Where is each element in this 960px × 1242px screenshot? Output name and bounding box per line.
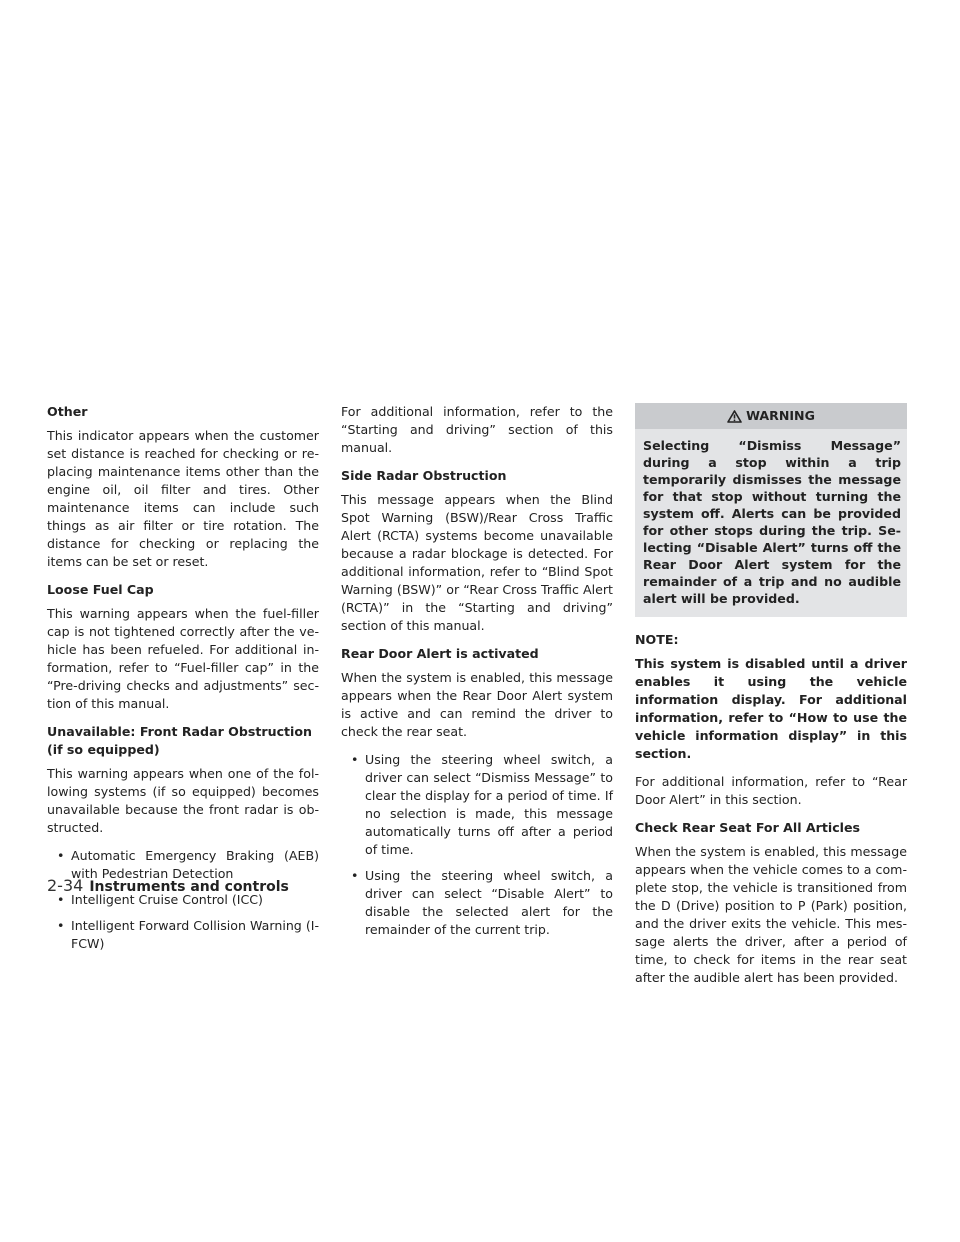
warning-box <box>635 403 907 617</box>
section-heading-front-radar: Unavailable: Front Radar Obstruction (if so equipped) <box>47 724 312 757</box>
paragraph-loose-fuel-cap: This warning appears when the fuel-filler cap is not tightened correctly after the vehicle has been refueled. For additional information, refer to “Fuel-filler cap” in the “Pre-driving checks and adjustments” section of this manual. <box>47 606 319 711</box>
warning-header <box>635 403 907 429</box>
warning-text: Selecting “Dismiss Message” during a stop within a trip temporarily dismisses the message for that stop without turning the system off. Alerts can be provided for other stops during the trip. Selecting “Disable Alert” turns off the Rear Door Alert system for the remainder of a trip and no audible alert will be provided. <box>643 438 901 606</box>
page-number: 2-34 <box>47 876 84 895</box>
warning-label: WARNING <box>746 408 815 423</box>
paragraph-front-radar: This warning appears when one of the following systems (if so equipped) becomes unavailable because the front radar is obstructed. <box>47 766 319 835</box>
paragraph-intro: For additional information, refer to the “Starting and driving” section of this manual. <box>341 404 613 455</box>
section-heading-check-rear-seat: Check Rear Seat For All Articles <box>635 820 861 835</box>
section-heading-loose-fuel-cap: Loose Fuel Cap <box>47 582 154 597</box>
bullet-icon: • <box>351 752 359 767</box>
list-item: • Using the steering wheel switch, a driver can select “Dismiss Message” to clear the display for a period of time. If no selection is made, this message automatically turns off after a period of time. <box>351 752 613 857</box>
bullet-icon: • <box>57 848 65 863</box>
section-heading-rear-door-alert: Rear Door Alert is activated <box>341 646 539 661</box>
paragraph-reference: For additional information, refer to “Rear Door Alert” in this section. <box>635 774 907 807</box>
bullet-icon: • <box>57 918 65 933</box>
page-footer <box>47 876 289 895</box>
section-heading-side-radar: Side Radar Obstruction <box>341 468 507 483</box>
steering-switch-list <box>341 751 613 939</box>
paragraph-side-radar: This message appears when the Blind Spot Warning (BSW)/Rear Cross Traffic Alert (RCTA) systems become unavailable because a radar blockage is detected. For additional information, refer to “Blind Spot Warning (BSW)” or “Rear Cross Traffic Alert (RCTA)” in the “Starting and driving” section of this manual. <box>341 492 613 633</box>
note-label: NOTE: <box>635 632 679 647</box>
paragraph-other: This indicator appears when the customer set distance is reached for checking or replacing maintenance items other than the engine oil, oil filter and tires. Other maintenance items can include such things as air filter or tire rotation. The distance for checking or replacing the items can be set or reset. <box>47 428 319 569</box>
chapter-title: Instruments and controls <box>89 879 289 895</box>
section-heading-other: Other <box>47 404 88 419</box>
note-text: This system is disabled until a driver enables it using the vehicle information display. For additional information, refer to “How to use the vehicle information display” in this section. <box>635 656 907 761</box>
column-3 <box>635 403 907 997</box>
list-item: • Intelligent Forward Collision Warning (I-FCW) <box>57 918 319 951</box>
paragraph-check-rear-seat: When the system is enabled, this message appears when the vehicle comes to a complete stop, the vehicle is transitioned from the D (Drive) position to P (Park) position, and the driver exits the vehicle. This message alerts the driver, after a period of time, to check for items in the rear seat after the audible alert has been provided. <box>635 844 907 985</box>
list-item: • Intelligent Cruise Control (ICC) <box>57 892 263 907</box>
bullet-icon: • <box>57 892 65 907</box>
list-item: • Using the steering wheel switch, a driver can select “Disable Alert” to disable the selected alert for the remainder of the current trip. <box>351 868 613 937</box>
list-item: • Automatic Emergency Braking (AEB) with Pedestrian Detection <box>57 848 319 881</box>
system-list <box>47 847 319 953</box>
warning-triangle-icon <box>727 410 742 423</box>
bullet-icon: • <box>351 868 359 883</box>
column-2 <box>341 403 613 947</box>
paragraph-rear-door-alert: When the system is enabled, this message appears when the Rear Door Alert system is active and can remind the driver to check the rear seat. <box>341 670 613 739</box>
